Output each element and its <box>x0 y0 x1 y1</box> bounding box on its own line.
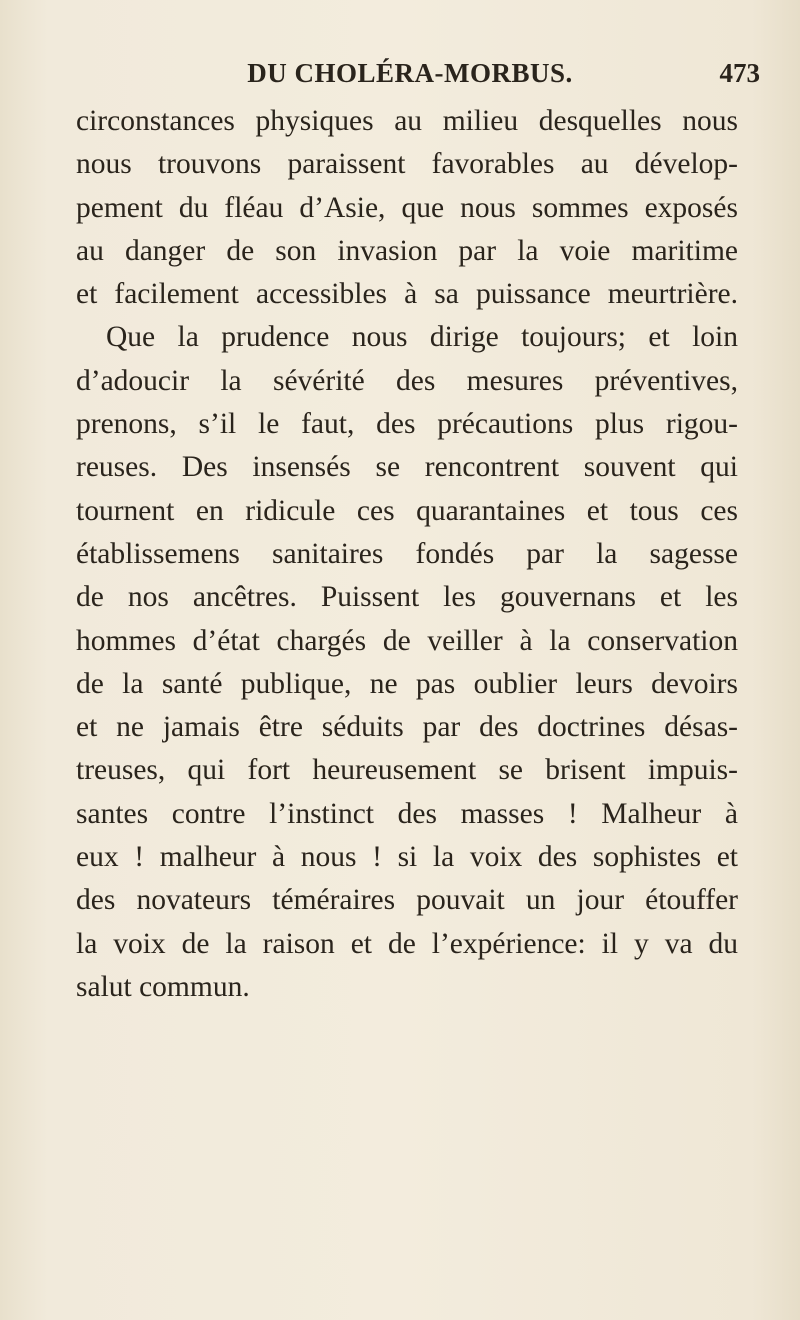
text-line: d’adoucir la sévérité des mesures préventives, <box>76 364 738 397</box>
text-line: nous trouvons paraissent favorables au dévelop- <box>76 148 738 181</box>
text-line: la voix de la raison et de l’expérience: il y va du <box>76 927 738 960</box>
running-title: DU CHOLÉRA-MORBUS. <box>247 58 573 88</box>
text-line: circonstances physiques au milieu desquelles nous <box>76 105 738 137</box>
text-line: des novateurs téméraires pouvait un jour étouffer <box>76 884 738 917</box>
text-line: établissemens sanitaires fondés par la sagesse <box>76 537 738 570</box>
body-text <box>76 100 738 1009</box>
page-number: 473 <box>719 58 760 88</box>
text-line: hommes d’état chargés de veiller à la conservation <box>76 624 738 657</box>
text-line: de nos ancêtres. Puissent les gouvernans et les <box>76 581 738 614</box>
text-line: au danger de son invasion par la voie maritime <box>76 234 738 267</box>
text-line: de la santé publique, ne pas oublier leurs devoirs <box>76 667 738 700</box>
text-line: prenons, s’il le faut, des précautions plus rigou- <box>76 408 738 441</box>
text-line: et ne jamais être séduits par des doctrines désas- <box>76 711 738 744</box>
text-line: et facilement accessibles à sa puissance meurtrière. <box>76 278 738 311</box>
text-line: treuses, qui fort heureusement se brisent impuis- <box>76 754 738 787</box>
text-line: reuses. Des insensés se rencontrent souvent qui <box>76 451 738 484</box>
running-head <box>60 58 760 92</box>
text-line: tournent en ridicule ces quarantaines et tous ces <box>76 494 738 527</box>
text-line: pement du fléau d’Asie, que nous sommes exposés <box>76 191 738 224</box>
text-line: eux ! malheur à nous ! si la voix des sophistes et <box>76 841 738 874</box>
text-line: santes contre l’instinct des masses ! Malheur à <box>76 797 738 830</box>
text-line: salut commun. <box>76 970 250 1003</box>
text-line: Que la prudence nous dirige toujours; et loin <box>106 321 738 354</box>
